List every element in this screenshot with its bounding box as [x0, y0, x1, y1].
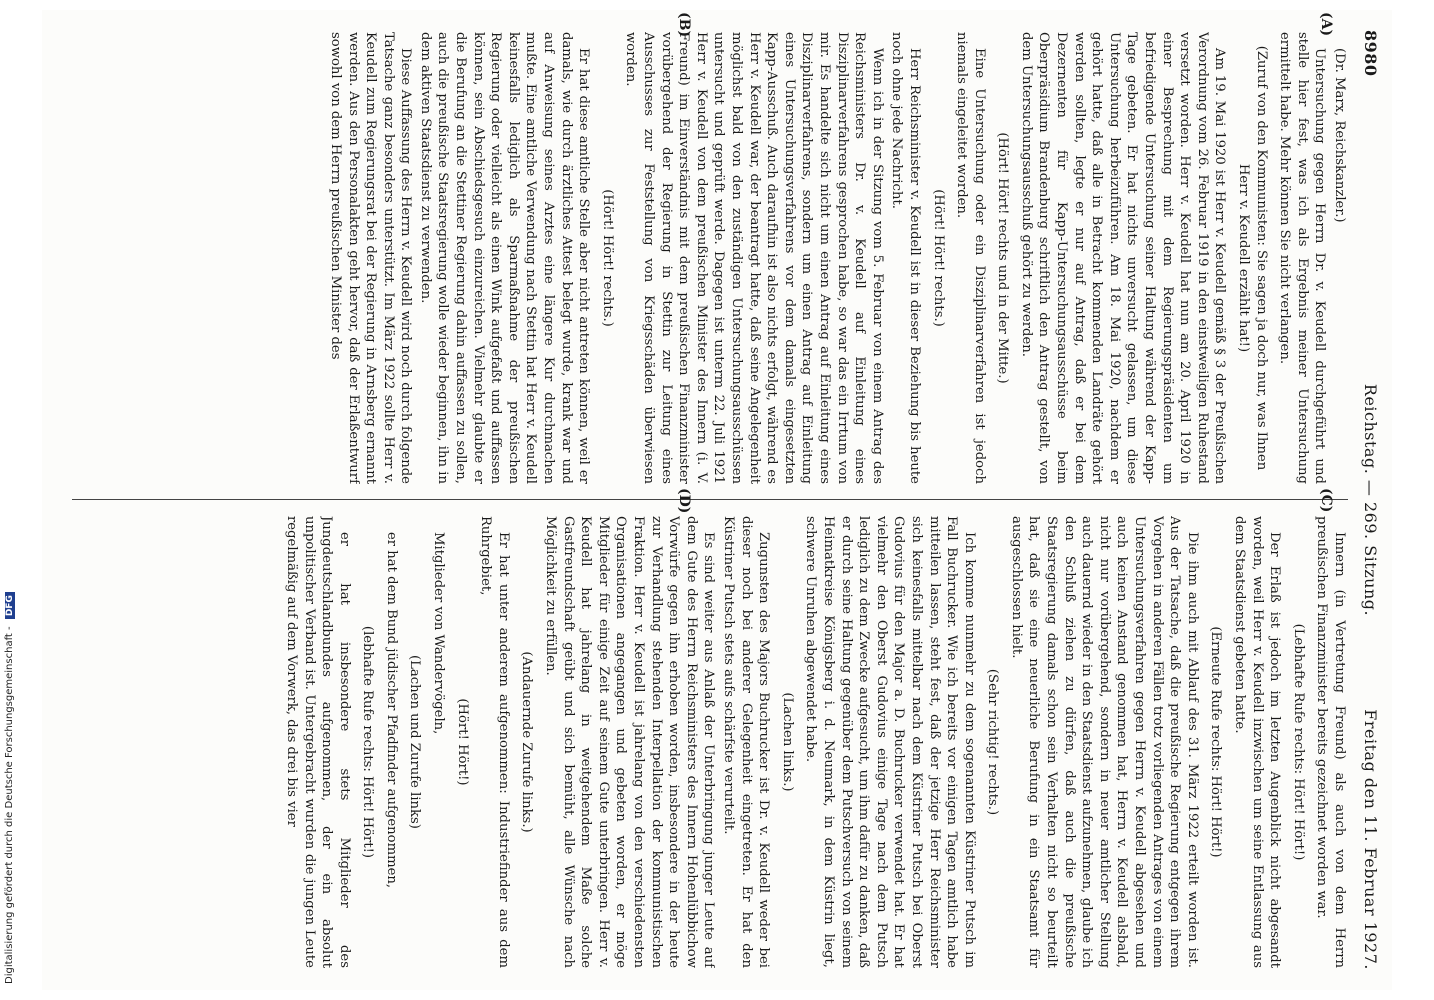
left-column-paragraph: (Dr. Marx, Reichskanzler.) — [1332, 48, 1347, 223]
right-column-interjection: (Lebhafte Rufe rechts: Hört! Hört!) — [1290, 623, 1306, 861]
page-number: 8980 — [1361, 30, 1380, 77]
left-column-interjection: (Hört! Hört! rechts und in der Mitte.) — [995, 132, 1011, 384]
right-column-interjection: (Erneute Rufe rechts: Hört! Hört!) — [1208, 626, 1224, 858]
column-divider — [72, 499, 1348, 500]
margin-marker-d: (D) — [676, 488, 692, 514]
right-column — [58, 516, 1348, 968]
header-title: Reichstag. — 269. Sitzung. — [1361, 383, 1380, 617]
document-page — [42, 10, 1392, 990]
right-column-interjection: (Lachen links.) — [779, 692, 795, 792]
right-column-interjection: (lebhafte Rufe rechts: Hört! Hört!) — [360, 625, 376, 859]
digitization-credit-text: Digitalisierung gefördert durch die Deutsche Forschungsgemeinschaft - — [4, 626, 15, 984]
margin-marker-c: (C) — [1318, 488, 1334, 513]
right-column-paragraph: er hat insbesondere stets Mitglieder des Jungdeutschlandbundes aufgenommen, der ein absolut unpolitischer Verband ist. Untergebracht wurden die jungen Leute regelmäßig auf dem Vorwerk, das drei bis vier — [283, 516, 352, 968]
left-column-paragraph: Untersuchung gegen Herrn Dr. v. Keudell durchgeführt und stelle hier fest, was ich als Ergebnis meiner Untersuchung ermittelt habe. Mehr können Sie nicht verlangen. — [1277, 32, 1328, 484]
right-column-interjection: (Hört! Hört!) — [454, 698, 470, 786]
right-column-paragraph: Zugunsten des Majors Buchrucker ist Dr. v. Keudell weder bei dieser noch bei anderer Gelegenheit eingetreten. Er hat den Küstriner Putsch stets aufs schärfste verurteilt. — [721, 516, 772, 968]
right-column-paragraph: Ich komme nunmehr zu dem sogenannten Küstriner Putsch im Fall Buchrucker. Wie ich bereits vor einigen Tagen amtlich habe mitteilen lassen, steht fest, daß der jetzige Herr Reichsminister sich keinesfalls mittelbar nach dem Küstriner Putsch bei Oberst Gudovius für den Major a. D. Buchrucker verwendet hat. Er hat vielmehr den Oberst Gudovius einige Tage nach dem Putsch lediglich zu dem Zwecke aufgesucht, um ihm dafür zu danken, daß er durch seine Haltung gegenüber dem Putschversuch von seinem Heimatkreise Königsberg i. d. Neumark, in dem Küstrin liegt, schwere Unruhen abgewendet habe. — [803, 516, 977, 968]
margin-marker-b: (B) — [676, 12, 692, 38]
left-column-paragraph: Wenn ich in der Sitzung vom 5. Februar von einem Antrag des Reichsministers Dr. v. Keudell auf Einleitung eines Disziplinarverfahrens gesprochen habe, so war das ein Irrtum von mir. Es handelte sich nicht um einen Antrag auf Einleitung eines Disziplinarverfahrens, sondern um einen Antrag auf Einleitung eines Untersuchungsverfahrens vor dem damals eingesetzten Kapp-Ausschuß. Auch daraufhin ist also nichts erfolgt, während es Herr v. Keudell war, der beantragt hatte, daß seine Angelegenheit möglichst bald von den zuständigen Untersuchungsausschüssen untersucht und geprüft werde. Dagegen ist unterm 22. Juli 1921 Herr v. Keudell von dem preußischen Minister des Innern (i. V. Freund) im Einverständnis mit dem preußischen Finanzminister vorübergehend der Regierung in Stettin zur Leitung eines Ausschusses zur Feststellung von Kriegsschäden überwiesen worden. — [623, 32, 885, 484]
header-date: Freitag den 11. Februar 1927. — [1361, 709, 1380, 970]
right-column-interjection: (Sehr richtig! rechts.) — [985, 668, 1001, 816]
left-column-interjection: (Zuruf von den Kommunisten: Sie sagen ja doch nur, was Ihnen Herr v. Keudell erzählt hat!) — [1236, 45, 1269, 471]
right-column-paragraph: Mitglieder von Wandervögeln, — [431, 532, 447, 735]
right-column-paragraph: Der Erlaß ist jedoch im letzten Augenblick nicht abgesandt worden, weil Herr v. Keudell inzwischen um seine Entlassung aus dem Staatsdienst gebeten hatte. — [1232, 516, 1283, 968]
left-column-paragraph: Eine Untersuchung oder ein Disziplinarverfahren ist jedoch niemals eingeleitet worden. — [954, 32, 987, 484]
left-column-paragraph: Herr Reichsminister v. Keudell ist in dieser Beziehung bis heute noch ohne jede Nachricht. — [889, 32, 922, 484]
right-column-interjection: (Lachen und Zurufe links) — [407, 655, 423, 829]
right-column-paragraph: Er hat unter anderem aufgenommen: Industriefinder aus dem Ruhrgebiet, — [478, 516, 511, 968]
right-column-paragraph: er hat dem Bund jüdischer Pfadfinder aufgenommen, — [383, 532, 399, 889]
dfg-logo: DFG — [5, 592, 15, 619]
digitization-credit — [4, 0, 15, 984]
right-column-paragraph: Es sind weiter aus Anlaß der Unterbringung junger Leute auf dem Gute des Herrn Reichsministers des Innern Hohenlübbichow Vorwürfe gegen ihn erhoben worden, insbesondere in der heute zur Verhandlung stehenden Interpellation der kommunistischen Fraktion. Herr v. Keudell ist jahrelang von den verschiedensten Organisationen angegangen und gebeten worden, er möge Mitglieder für einige Zeit auf seinem Gute unterbringen. Herr v. Keudell hat jahrelang in weitgehendem Maße solche Gastfreundschaft geübt und sich bemüht, alle Wünsche nach Möglichkeit zu erfüllen. — [543, 516, 717, 968]
right-column-interjection: (Andauernde Zurufe links.) — [519, 651, 535, 833]
left-column-paragraph: Am 19. Mai 1920 ist Herr v. Keudell gemäß § 3 der Preußischen Verordnung vom 26. Februar 1919 in den einstweiligen Ruhestand versetzt worden. Herr v. Keudell hat nun am 20. April 1920 in einer Besprechung mit dem Regierungspräsidenten um befriedigende Untersuchung seiner Haltung während der Kapp-Tage gebeten. Er hat nichts unversucht gelassen, um diese Untersuchung herbeizuführen. Am 18. Mai 1920, nachdem er gehört hatte, daß alle in Betracht kommenden Landräte gehört werden sollten, legte er nur auf Antrag, daß er bei dem Dezernenten für Kapp-Untersuchungsausschüsse beim Oberpräsidium Brandenburg schriftlich den Antrag gestellt, von dem Untersuchungsausschuß gehört zu werden. — [1018, 32, 1228, 484]
page-header — [1354, 30, 1380, 970]
right-column-paragraph: Die ihm auch mit Ablauf des 31. März 1922 erteilt worden ist. Aus der Tatsache, daß die preußische Regierung entgegen ihrem Vorgehen in anderen Fällen trotz vorliegenden Antrages von einem Untersuchungsverfahren gegen Herrn v. Keudell abgesehen und auch keinen Anstand genommen hat, Herrn v. Keudell alsbald, nicht nur vorübergehend, sondern in neuer amtlicher Stellung auch dauernd wieder in den Staatsdienst aufzunehmen, glaube ich den Schluß ziehen zu dürfen, daß auch die preußische Staatsregierung damals schon sein Verhalten nicht so beurteilt hat, daß sie eine neuerliche Berufung in ein Staatsamt für ausgeschlossen hielt. — [1008, 516, 1200, 968]
margin-marker-a: (A) — [1318, 12, 1334, 37]
left-column-interjection: (Hört! Hört! rechts.) — [599, 189, 615, 327]
right-column-paragraph: Innern (in Vertretung Freund) als auch von dem Herrn preußischen Finanzminister bereits gezeichnet worden war. — [1314, 516, 1347, 968]
left-column-paragraph: Diese Auffassung des Herrn v. Keudell wird noch durch folgende Tatsache ganz besonders unterstützt. Im März 1922 sollte Herr v. Keudell zum Regierungsrat bei der Regierung in Arnsberg ernannt werden. Aus den Personalakten geht hervor, daß der Erlaßentwurf sowohl von dem Herrn preußischen Minister des — [327, 32, 414, 484]
left-column-paragraph: Er hat diese amtliche Stelle aber nicht antreten können, weil er damals, wie durch ärztliches Attest belegt wurde, krank war und auf Anweisung seines Arztes eine längere Kur durchmachen mußte. Eine amtliche Verwendung nach Stettin hat Herr v. Keudell keinesfalls lediglich als Sparmaßnahme der preußischen Regierung oder vielleicht als einen Wink aufgefaßt und auffassen können, sein Abschiedsgesuch einzureichen. Vielmehr glaubte er die Berufung an die Stettiner Regierung dahin auffassen zu sollen, auch die preußische Staatsregierung wolle wieder beginnen, ihn in dem aktiven Staatsdienst zu verwenden. — [417, 32, 592, 484]
left-column — [58, 32, 1348, 484]
left-column-interjection: (Hört! Hört! rechts.) — [930, 189, 946, 327]
